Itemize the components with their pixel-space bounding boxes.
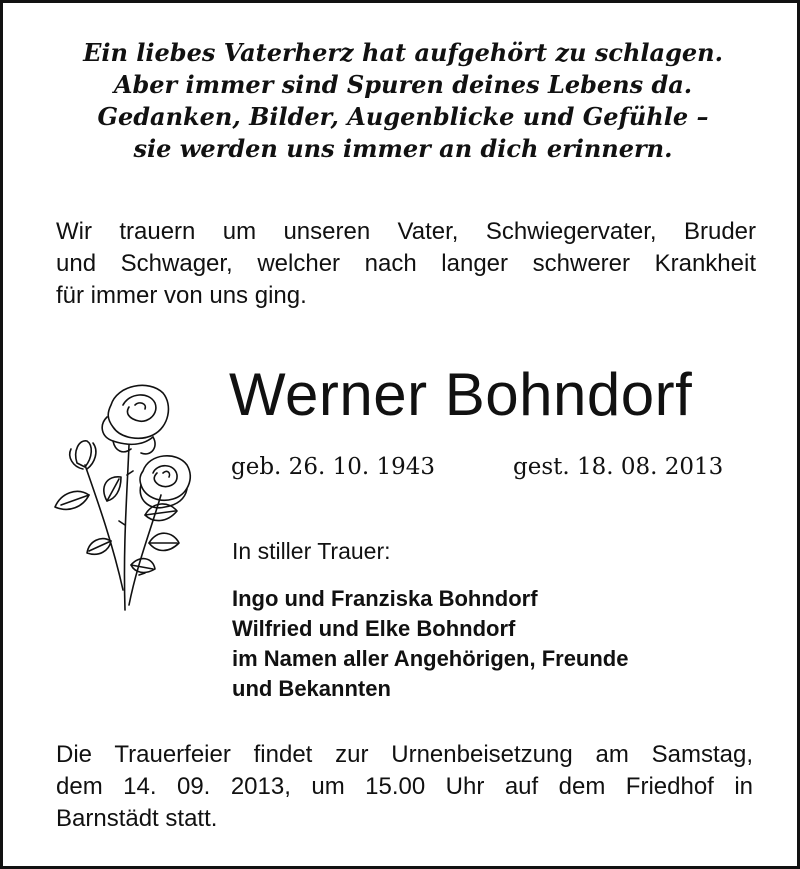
verse-line: sie werden uns immer an dich erinnern. bbox=[133, 134, 673, 163]
service-line: Barnstädt statt. bbox=[56, 805, 218, 832]
announcement-line: und Schwager, welcher nach langer schwerer Krankheit bbox=[56, 250, 756, 277]
signatory-line: Ingo und Franziska Bohndorf bbox=[232, 586, 538, 611]
verse-line: Gedanken, Bilder, Augenblicke und Gefühle – bbox=[97, 102, 709, 131]
announcement-line: für immer von uns ging. bbox=[56, 282, 307, 309]
service-line: dem 14. 09. 2013, um 15.00 Uhr auf dem Friedhof in bbox=[56, 773, 753, 800]
birth-date: geb. 26. 10. 1943 bbox=[231, 454, 435, 480]
announcement-line: Wir trauern um unseren Vater, Schwiegervater, Bruder bbox=[56, 218, 756, 245]
rose-icon bbox=[49, 375, 199, 615]
mourning-label: In stiller Trauer: bbox=[232, 538, 391, 564]
signatory-line: im Namen aller Angehörigen, Freunde bbox=[232, 646, 629, 671]
funeral-service-notice bbox=[56, 739, 753, 835]
memorial-verse bbox=[43, 37, 763, 165]
signatory-line: Wilfried und Elke Bohndorf bbox=[232, 616, 516, 641]
service-line: Die Trauerfeier findet zur Urnenbeisetzung am Samstag, bbox=[56, 741, 753, 768]
deceased-name: Werner Bohndorf bbox=[229, 361, 693, 428]
mourning-announcement bbox=[56, 216, 756, 312]
verse-line: Ein liebes Vaterherz hat aufgehört zu schlagen. bbox=[83, 38, 723, 67]
verse-line: Aber immer sind Spuren deines Lebens da. bbox=[113, 70, 693, 99]
signatory-line: und Bekannten bbox=[232, 676, 391, 701]
death-date: gest. 18. 08. 2013 bbox=[513, 454, 724, 480]
signatories bbox=[232, 584, 628, 704]
